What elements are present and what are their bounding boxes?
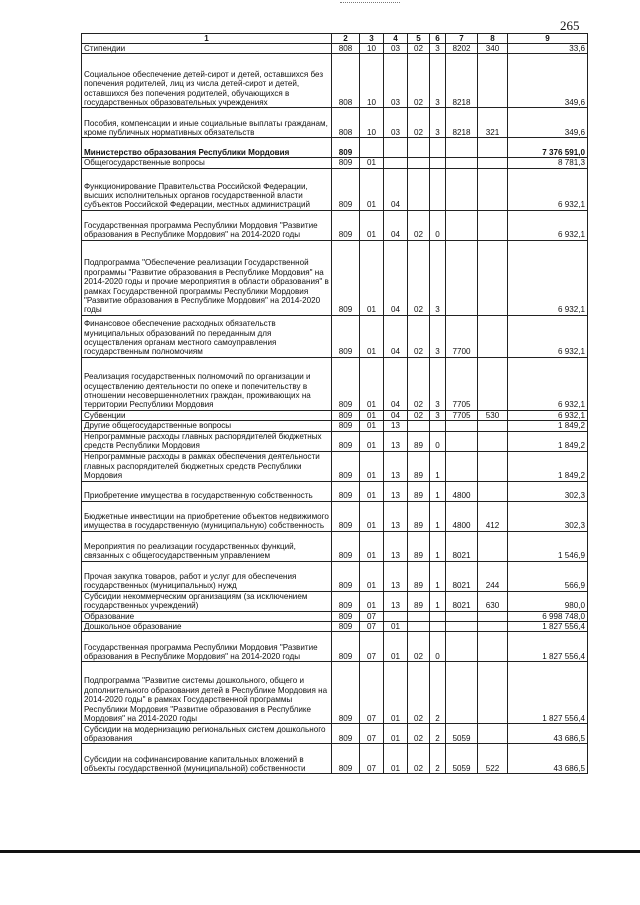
- table-row: [82, 138, 588, 158]
- row-sum-cell: 1 827 556,4: [508, 632, 588, 662]
- row-sum-cell: 349,6: [508, 54, 588, 108]
- row-code-cell: [446, 421, 478, 431]
- table-row: [82, 421, 588, 431]
- row-code-cell: 01: [360, 210, 384, 240]
- row-code-cell: 01: [384, 744, 408, 774]
- row-code-cell: 522: [478, 744, 508, 774]
- table-row: [82, 622, 588, 632]
- row-name-cell: Другие общегосударственные вопросы: [82, 421, 332, 431]
- row-code-cell: [430, 158, 446, 168]
- row-sum-cell: 33,6: [508, 44, 588, 54]
- row-code-cell: [430, 138, 446, 158]
- row-code-cell: 13: [384, 481, 408, 501]
- row-code-cell: 809: [332, 744, 360, 774]
- row-code-cell: [478, 240, 508, 315]
- row-code-cell: 5059: [446, 724, 478, 744]
- row-code-cell: 809: [332, 138, 360, 158]
- table-row: [82, 531, 588, 561]
- row-code-cell: 321: [478, 108, 508, 138]
- row-name-cell: Субсидии на софинансирование капитальных вложений в объекты государственной (муниципальной) собственности: [82, 744, 332, 774]
- row-code-cell: 02: [408, 632, 430, 662]
- row-code-cell: [360, 138, 384, 158]
- row-code-cell: 01: [360, 240, 384, 315]
- row-code-cell: 809: [332, 315, 360, 357]
- row-code-cell: [478, 54, 508, 108]
- row-code-cell: [446, 611, 478, 621]
- table-row: [82, 410, 588, 420]
- row-code-cell: 07: [360, 611, 384, 621]
- row-code-cell: 809: [332, 451, 360, 481]
- row-code-cell: [478, 138, 508, 158]
- row-code-cell: 89: [408, 591, 430, 611]
- row-name-cell: Стипендии: [82, 44, 332, 54]
- row-name-cell: Дошкольное образование: [82, 622, 332, 632]
- row-sum-cell: 1 849,2: [508, 431, 588, 451]
- row-sum-cell: 980,0: [508, 591, 588, 611]
- row-name-cell: Министерство образования Республики Мордовия: [82, 138, 332, 158]
- table-body: [82, 44, 588, 774]
- row-code-cell: 10: [360, 108, 384, 138]
- row-name-cell: Реализация государственных полномочий по организации и осуществлению деятельности по опеке и попечительству в отношении несовершеннолетних граждан, проживающих на территории Республики Мордовия: [82, 357, 332, 410]
- row-code-cell: 07: [360, 744, 384, 774]
- row-code-cell: 808: [332, 54, 360, 108]
- row-code-cell: 89: [408, 481, 430, 501]
- row-code-cell: 01: [360, 481, 384, 501]
- row-sum-cell: 8 781,3: [508, 158, 588, 168]
- table-row: [82, 158, 588, 168]
- row-code-cell: [478, 431, 508, 451]
- row-code-cell: [446, 622, 478, 632]
- table-row: [82, 315, 588, 357]
- row-code-cell: [478, 632, 508, 662]
- row-code-cell: 07: [360, 724, 384, 744]
- row-code-cell: 7705: [446, 410, 478, 420]
- row-code-cell: 8218: [446, 54, 478, 108]
- row-code-cell: 3: [430, 357, 446, 410]
- table-row: [82, 210, 588, 240]
- row-code-cell: 7700: [446, 315, 478, 357]
- scan-edge-line: [0, 850, 640, 853]
- row-name-cell: Мероприятия по реализации государственных функций, связанных с общегосударственным управлением: [82, 531, 332, 561]
- row-code-cell: [446, 662, 478, 724]
- row-code-cell: [446, 431, 478, 451]
- row-name-cell: Субвенции: [82, 410, 332, 420]
- row-code-cell: [430, 168, 446, 210]
- row-code-cell: 8218: [446, 108, 478, 138]
- column-header: 1: [82, 34, 332, 44]
- table-row: [82, 501, 588, 531]
- row-code-cell: 13: [384, 531, 408, 561]
- row-code-cell: [478, 158, 508, 168]
- row-code-cell: 03: [384, 44, 408, 54]
- scan-mark: [340, 2, 400, 9]
- table-header-row: [82, 34, 588, 44]
- table-row: [82, 611, 588, 621]
- row-sum-cell: 349,6: [508, 108, 588, 138]
- row-code-cell: 1: [430, 531, 446, 561]
- row-code-cell: 02: [408, 44, 430, 54]
- table-row: [82, 591, 588, 611]
- row-code-cell: 01: [384, 724, 408, 744]
- row-code-cell: 01: [384, 622, 408, 632]
- row-name-cell: Субсидии некоммерческим организациям (за исключением государственных учреждений): [82, 591, 332, 611]
- row-code-cell: 809: [332, 357, 360, 410]
- row-code-cell: [478, 662, 508, 724]
- row-code-cell: 01: [360, 431, 384, 451]
- row-name-cell: Пособия, компенсации и иные социальные выплаты гражданам, кроме публичных нормативных обязательств: [82, 108, 332, 138]
- row-code-cell: 4800: [446, 481, 478, 501]
- row-code-cell: 809: [332, 481, 360, 501]
- row-sum-cell: 6 932,1: [508, 357, 588, 410]
- column-header: 9: [508, 34, 588, 44]
- row-code-cell: 7705: [446, 357, 478, 410]
- row-code-cell: 809: [332, 591, 360, 611]
- row-code-cell: 1: [430, 481, 446, 501]
- row-code-cell: 01: [384, 632, 408, 662]
- row-code-cell: 809: [332, 531, 360, 561]
- table-row: [82, 44, 588, 54]
- row-code-cell: [478, 451, 508, 481]
- row-code-cell: 3: [430, 44, 446, 54]
- table-row: [82, 240, 588, 315]
- row-code-cell: 0: [430, 632, 446, 662]
- table-row: [82, 481, 588, 501]
- row-code-cell: 809: [332, 158, 360, 168]
- row-code-cell: 89: [408, 501, 430, 531]
- column-header: 8: [478, 34, 508, 44]
- row-code-cell: 4800: [446, 501, 478, 531]
- column-header: 7: [446, 34, 478, 44]
- row-code-cell: [430, 421, 446, 431]
- row-code-cell: 02: [408, 357, 430, 410]
- row-sum-cell: 302,3: [508, 501, 588, 531]
- row-code-cell: [478, 210, 508, 240]
- table-row: [82, 357, 588, 410]
- row-code-cell: [446, 168, 478, 210]
- row-code-cell: [446, 451, 478, 481]
- row-code-cell: [408, 421, 430, 431]
- row-code-cell: [478, 357, 508, 410]
- row-code-cell: 809: [332, 168, 360, 210]
- table-row: [82, 632, 588, 662]
- row-code-cell: 10: [360, 54, 384, 108]
- column-header: 4: [384, 34, 408, 44]
- row-name-cell: Приобретение имущества в государственную собственность: [82, 481, 332, 501]
- row-sum-cell: 6 932,1: [508, 240, 588, 315]
- row-code-cell: 13: [384, 421, 408, 431]
- row-code-cell: 809: [332, 724, 360, 744]
- row-code-cell: [446, 240, 478, 315]
- table-row: [82, 744, 588, 774]
- row-name-cell: Финансовое обеспечение расходных обязательств муниципальных образований по переданным для осуществления органам местного самоуправления государственным полномочиям: [82, 315, 332, 357]
- row-code-cell: [478, 611, 508, 621]
- column-header: 2: [332, 34, 360, 44]
- row-code-cell: 02: [408, 210, 430, 240]
- row-code-cell: 02: [408, 315, 430, 357]
- row-code-cell: 809: [332, 632, 360, 662]
- row-code-cell: 1: [430, 591, 446, 611]
- row-code-cell: 809: [332, 501, 360, 531]
- row-code-cell: 03: [384, 108, 408, 138]
- row-code-cell: 89: [408, 451, 430, 481]
- table-row: [82, 168, 588, 210]
- row-code-cell: [408, 168, 430, 210]
- table-row: [82, 724, 588, 744]
- row-name-cell: Непрограммные расходы в рамках обеспечения деятельности главных распорядителей бюджетных средств Республики Мордовия: [82, 451, 332, 481]
- row-name-cell: Государственная программа Республики Мордовия "Развитие образования в Республике Мордовия" на 2014-2020 годы: [82, 632, 332, 662]
- row-code-cell: 01: [360, 357, 384, 410]
- row-code-cell: 13: [384, 561, 408, 591]
- row-code-cell: [478, 421, 508, 431]
- row-code-cell: 3: [430, 108, 446, 138]
- row-code-cell: [384, 138, 408, 158]
- row-sum-cell: 6 932,1: [508, 315, 588, 357]
- row-code-cell: 03: [384, 54, 408, 108]
- row-code-cell: 808: [332, 108, 360, 138]
- row-code-cell: 04: [384, 168, 408, 210]
- row-code-cell: 07: [360, 632, 384, 662]
- row-name-cell: Субсидии на модернизацию региональных систем дошкольного образования: [82, 724, 332, 744]
- row-code-cell: 01: [360, 410, 384, 420]
- row-name-cell: Социальное обеспечение детей-сирот и детей, оставшихся без попечения родителей, лиц из числа детей-сирот и детей, оставшихся без попечения родителей, обучающихся в государственных образовательных учреждениях: [82, 54, 332, 108]
- table-row: [82, 431, 588, 451]
- column-header: 3: [360, 34, 384, 44]
- row-code-cell: [430, 622, 446, 632]
- row-code-cell: [478, 724, 508, 744]
- row-code-cell: 04: [384, 240, 408, 315]
- row-sum-cell: 302,3: [508, 481, 588, 501]
- row-sum-cell: 6 998 748,0: [508, 611, 588, 621]
- row-code-cell: [478, 315, 508, 357]
- row-name-cell: Подпрограмма "Развитие системы дошкольного, общего и дополнительного образования детей в Республике Мордовия на 2014-2020 годы" в рамках Государственной программы Республики Мордовия "Развитие образования в Республике Мордовия" на 2014-2020 годы: [82, 662, 332, 724]
- row-code-cell: 0: [430, 210, 446, 240]
- row-code-cell: 02: [408, 662, 430, 724]
- row-sum-cell: 43 686,5: [508, 724, 588, 744]
- row-code-cell: 01: [360, 421, 384, 431]
- row-code-cell: 07: [360, 662, 384, 724]
- row-code-cell: 340: [478, 44, 508, 54]
- row-code-cell: 13: [384, 451, 408, 481]
- row-code-cell: 3: [430, 240, 446, 315]
- row-code-cell: 01: [360, 501, 384, 531]
- row-code-cell: 10: [360, 44, 384, 54]
- row-code-cell: 3: [430, 410, 446, 420]
- row-code-cell: 07: [360, 622, 384, 632]
- row-code-cell: 02: [408, 240, 430, 315]
- row-sum-cell: 6 932,1: [508, 210, 588, 240]
- budget-table: [81, 33, 588, 774]
- row-code-cell: 02: [408, 410, 430, 420]
- row-code-cell: 809: [332, 622, 360, 632]
- row-code-cell: 809: [332, 662, 360, 724]
- row-code-cell: 01: [360, 315, 384, 357]
- table-row: [82, 451, 588, 481]
- row-code-cell: 2: [430, 662, 446, 724]
- row-code-cell: 809: [332, 431, 360, 451]
- row-code-cell: 13: [384, 591, 408, 611]
- row-code-cell: 01: [360, 591, 384, 611]
- row-name-cell: Подпрограмма "Обеспечение реализации Государственной программы "Развитие образования в Республике Мордовия" на 2014-2020 годы и прочие мероприятия в области образования" в рамках Государственной программы Республики Мордовия "Развитие образования в Республике Мордовия" на 2014-2020 годы: [82, 240, 332, 315]
- row-name-cell: Бюджетные инвестиции на приобретение объектов недвижимого имущества в государственную (муниципальную) собственность: [82, 501, 332, 531]
- row-code-cell: 1: [430, 501, 446, 531]
- row-code-cell: 04: [384, 357, 408, 410]
- row-code-cell: [446, 138, 478, 158]
- row-code-cell: 04: [384, 210, 408, 240]
- row-code-cell: 412: [478, 501, 508, 531]
- row-code-cell: 808: [332, 44, 360, 54]
- row-sum-cell: 7 376 591,0: [508, 138, 588, 158]
- row-code-cell: 89: [408, 531, 430, 561]
- row-code-cell: 809: [332, 611, 360, 621]
- row-code-cell: [446, 158, 478, 168]
- row-sum-cell: 6 932,1: [508, 410, 588, 420]
- row-sum-cell: 1 849,2: [508, 451, 588, 481]
- table-row: [82, 561, 588, 591]
- row-sum-cell: 1 546,9: [508, 531, 588, 561]
- row-code-cell: [446, 632, 478, 662]
- row-sum-cell: 1 849,2: [508, 421, 588, 431]
- row-sum-cell: 1 827 556,4: [508, 622, 588, 632]
- row-code-cell: 2: [430, 724, 446, 744]
- row-name-cell: Общегосударственные вопросы: [82, 158, 332, 168]
- row-code-cell: 01: [360, 451, 384, 481]
- row-code-cell: 01: [360, 531, 384, 561]
- row-code-cell: 8021: [446, 591, 478, 611]
- row-code-cell: [478, 531, 508, 561]
- row-code-cell: 13: [384, 501, 408, 531]
- row-name-cell: Прочая закупка товаров, работ и услуг для обеспечения государственных (муниципальных) нужд: [82, 561, 332, 591]
- row-code-cell: [430, 611, 446, 621]
- row-code-cell: 89: [408, 431, 430, 451]
- row-code-cell: [408, 158, 430, 168]
- row-code-cell: [478, 481, 508, 501]
- row-code-cell: 1: [430, 561, 446, 591]
- row-code-cell: 8202: [446, 44, 478, 54]
- row-code-cell: 630: [478, 591, 508, 611]
- row-code-cell: 02: [408, 108, 430, 138]
- row-code-cell: 3: [430, 315, 446, 357]
- row-code-cell: 809: [332, 421, 360, 431]
- row-name-cell: Непрограммные расходы главных распорядителей бюджетных средств Республики Мордовия: [82, 431, 332, 451]
- table-row: [82, 54, 588, 108]
- column-header: 6: [430, 34, 446, 44]
- row-code-cell: 01: [360, 168, 384, 210]
- row-code-cell: 01: [384, 662, 408, 724]
- table-row: [82, 662, 588, 724]
- table-row: [82, 108, 588, 138]
- row-sum-cell: 1 827 556,4: [508, 662, 588, 724]
- row-code-cell: 02: [408, 744, 430, 774]
- row-code-cell: 0: [430, 431, 446, 451]
- row-code-cell: 530: [478, 410, 508, 420]
- row-code-cell: [408, 611, 430, 621]
- row-name-cell: Функционирование Правительства Российской Федерации, высших исполнительных органов государственной власти субъектов Российской Федерации, местных администраций: [82, 168, 332, 210]
- row-code-cell: [446, 210, 478, 240]
- row-code-cell: 8021: [446, 531, 478, 561]
- row-code-cell: 1: [430, 451, 446, 481]
- row-code-cell: 2: [430, 744, 446, 774]
- row-code-cell: 809: [332, 410, 360, 420]
- row-sum-cell: 6 932,1: [508, 168, 588, 210]
- row-code-cell: 02: [408, 724, 430, 744]
- row-code-cell: 89: [408, 561, 430, 591]
- row-code-cell: 01: [360, 158, 384, 168]
- column-header: 5: [408, 34, 430, 44]
- row-code-cell: 8021: [446, 561, 478, 591]
- row-code-cell: 5059: [446, 744, 478, 774]
- row-sum-cell: 566,9: [508, 561, 588, 591]
- row-code-cell: 244: [478, 561, 508, 591]
- row-code-cell: [408, 622, 430, 632]
- row-code-cell: 13: [384, 431, 408, 451]
- row-code-cell: 809: [332, 210, 360, 240]
- row-code-cell: 01: [360, 561, 384, 591]
- page-number: 265: [560, 18, 580, 33]
- row-code-cell: [408, 138, 430, 158]
- row-code-cell: [478, 622, 508, 632]
- row-code-cell: [384, 158, 408, 168]
- row-name-cell: Образование: [82, 611, 332, 621]
- row-name-cell: Государственная программа Республики Мордовия "Развитие образования в Республике Мордовия" на 2014-2020 годы: [82, 210, 332, 240]
- row-code-cell: [384, 611, 408, 621]
- row-code-cell: 809: [332, 561, 360, 591]
- row-code-cell: 809: [332, 240, 360, 315]
- row-code-cell: 04: [384, 410, 408, 420]
- row-sum-cell: 43 686,5: [508, 744, 588, 774]
- row-code-cell: 02: [408, 54, 430, 108]
- row-code-cell: 3: [430, 54, 446, 108]
- row-code-cell: [478, 168, 508, 210]
- row-code-cell: 04: [384, 315, 408, 357]
